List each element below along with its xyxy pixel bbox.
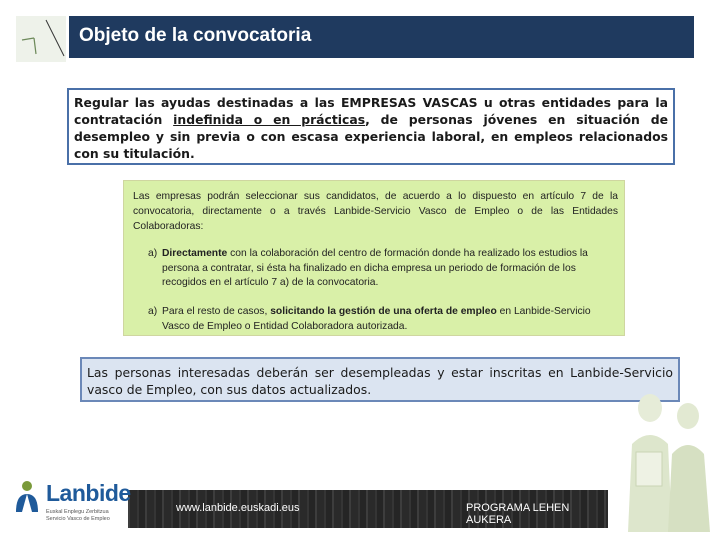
lanbide-person-icon [12, 480, 42, 514]
students-photo [606, 382, 716, 532]
header-decoration [16, 16, 66, 62]
objective-text [74, 94, 668, 162]
selection-intro: Las empresas podrán seleccionar sus candidatos, de acuerdo a lo dispuesto en artículo 7 de la convocatoria, directamente o a través Lanbide-Servicio Vasco de Empleo o de las Entidades Colaboradoras: [133, 191, 618, 232]
slide-header [0, 0, 720, 66]
selection-option-direct [148, 247, 620, 291]
requirements-box [80, 357, 680, 402]
option-text: Para el resto de casos, [162, 306, 271, 317]
lanbide-logo [12, 480, 131, 535]
lanbide-subtitle-es: Servicio Vasco de Empleo [46, 516, 110, 522]
option-strong: solicitando la gestión de una oferta de empleo [270, 306, 497, 317]
requirements-text: Las personas interesadas deberán ser desempleadas y estar inscritas en Lanbide-Servicio vasco de Empleo, con sus datos actualizados. [87, 365, 673, 397]
candidate-selection-box [123, 180, 625, 336]
selection-option-offer [148, 305, 620, 334]
title-bar [69, 16, 694, 58]
option-text: en Lanbide-Servicio Vasco de Empleo o Entidad Colaboradora autorizada. [162, 306, 591, 332]
lanbide-subtitle-eu: Euskal Enplegu Zerbitzua [46, 509, 109, 515]
option-strong: Directamente [162, 248, 228, 259]
footer-url[interactable]: www.lanbide.euskadi.eus [176, 502, 300, 514]
option-label: a) [148, 306, 158, 317]
option-label: a) [148, 248, 158, 259]
footer-bar [128, 490, 608, 528]
objective-text-part2: , de personas jóvenes en situación de desempleo y sin previa o con escasa experiencia laboral, en empleos relacionados con su titulación. [74, 112, 668, 161]
option-text: con la colaboración del centro de formación donde ha realizado los estudios la persona a contratar, si ésta ha finalizado en dicha empresa un periodo de formación de los recogidos en el artículo 7 a) de la convocatoria. [162, 248, 588, 288]
objective-text-part1: Regular las ayudas destinadas a las EMPRESAS VASCAS u otras entidades para la contratación [74, 95, 668, 127]
page-title: Objeto de la convocatoria [79, 25, 312, 46]
footer-program: PROGRAMA LEHEN AUKERA [466, 502, 570, 526]
objective-box [67, 88, 675, 165]
objective-text-underlined: indefinida o en prácticas [173, 112, 366, 127]
lanbide-wordmark: Lanbide [46, 480, 131, 506]
arrow-line-icon [16, 16, 66, 62]
